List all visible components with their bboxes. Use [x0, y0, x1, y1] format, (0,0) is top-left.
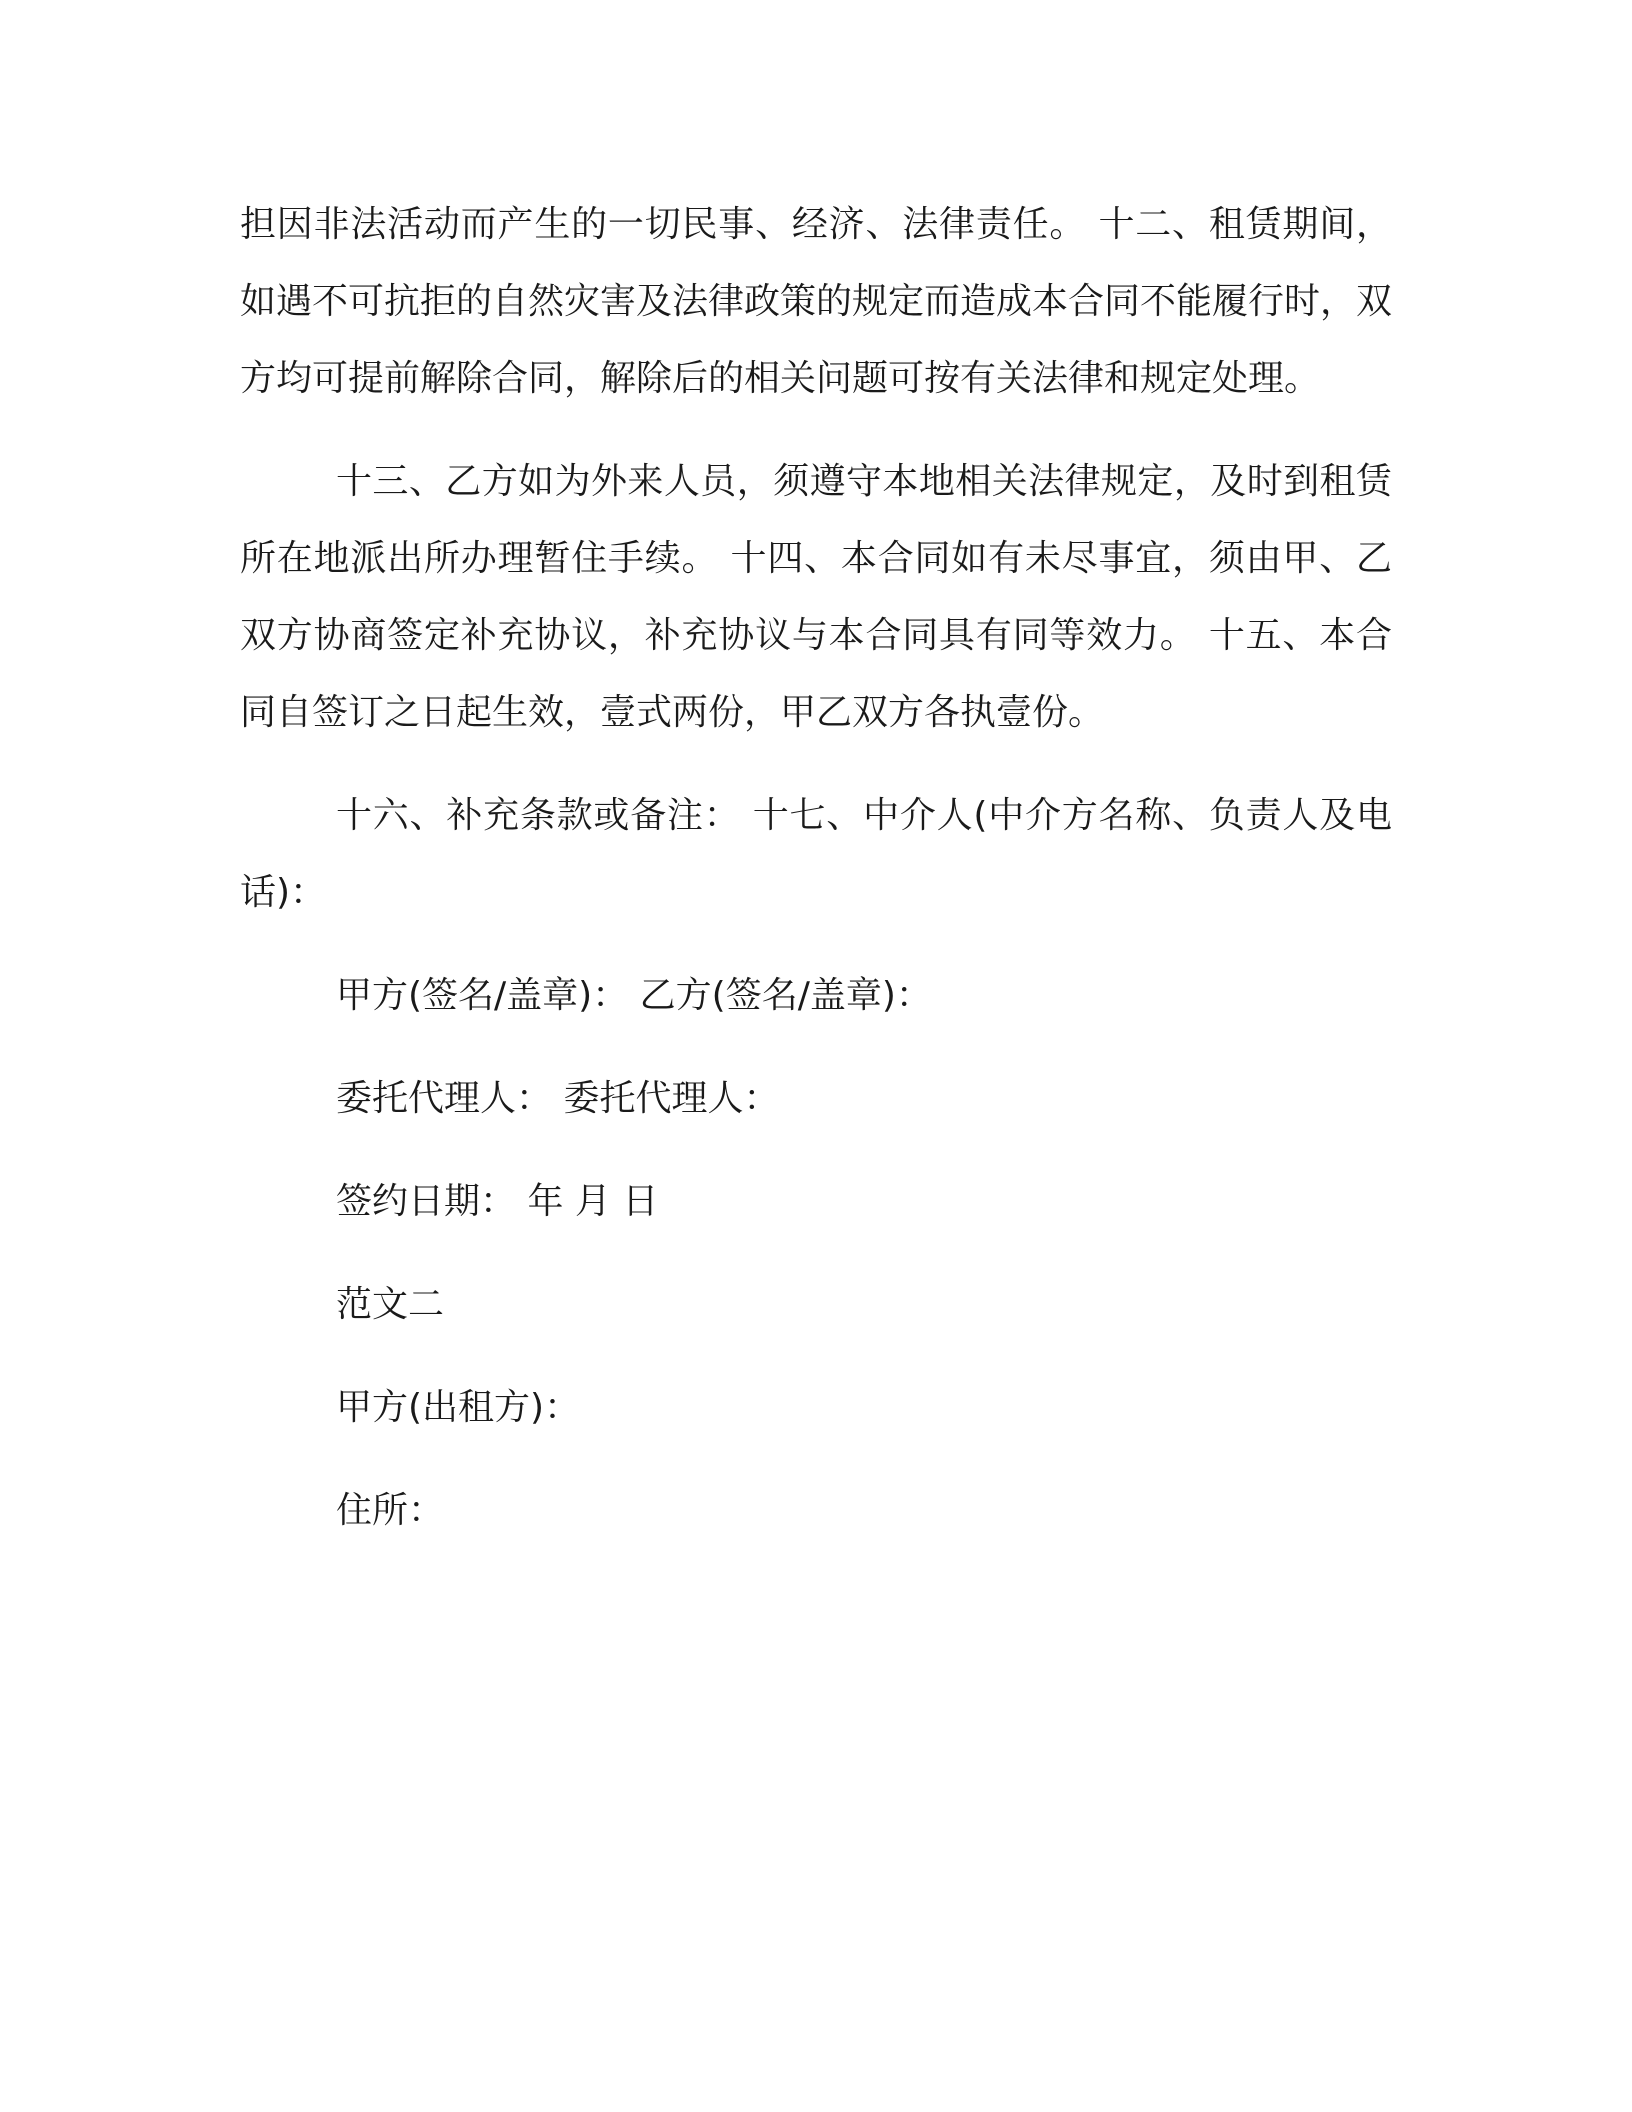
paragraph-clause-12: 担因非法活动而产生的一切民事、经济、法律责任。 十二、租赁期间，如遇不可抗拒的自然灾害及法律政策的规定而造成本合同不能履行时，双方均可提前解除合同，解除后的相关问题可按有关法律和规定处理。: [240, 204, 1393, 399]
signature-parties-line: 甲方(签名/盖章)： 乙方(签名/盖章)：: [336, 975, 932, 1016]
residence-line: 住所：: [336, 1490, 445, 1531]
sample-two-heading: 范文二: [336, 1284, 445, 1325]
document-page: [240, 186, 1392, 1575]
signing-date-line: 签约日期： 年 月 日: [336, 1181, 659, 1222]
paragraph-clause-13-15: 十三、乙方如为外来人员，须遵守本地相关法律规定，及时到租赁所在地派出所办理暂住手续。 十四、本合同如有未尽事宜，须由甲、乙双方协商签定补充协议，补充协议与本合同具有同等效力。 十五、本合同自签订之日起生效，壹式两份，甲乙双方各执壹份。: [240, 461, 1392, 733]
party-a-lessor-line: 甲方(出租方)：: [336, 1387, 581, 1428]
agent-line: 委托代理人： 委托代理人：: [336, 1078, 780, 1119]
paragraph-clause-16-17: 十六、补充条款或备注： 十七、中介人(中介方名称、负责人及电话)：: [240, 795, 1392, 913]
